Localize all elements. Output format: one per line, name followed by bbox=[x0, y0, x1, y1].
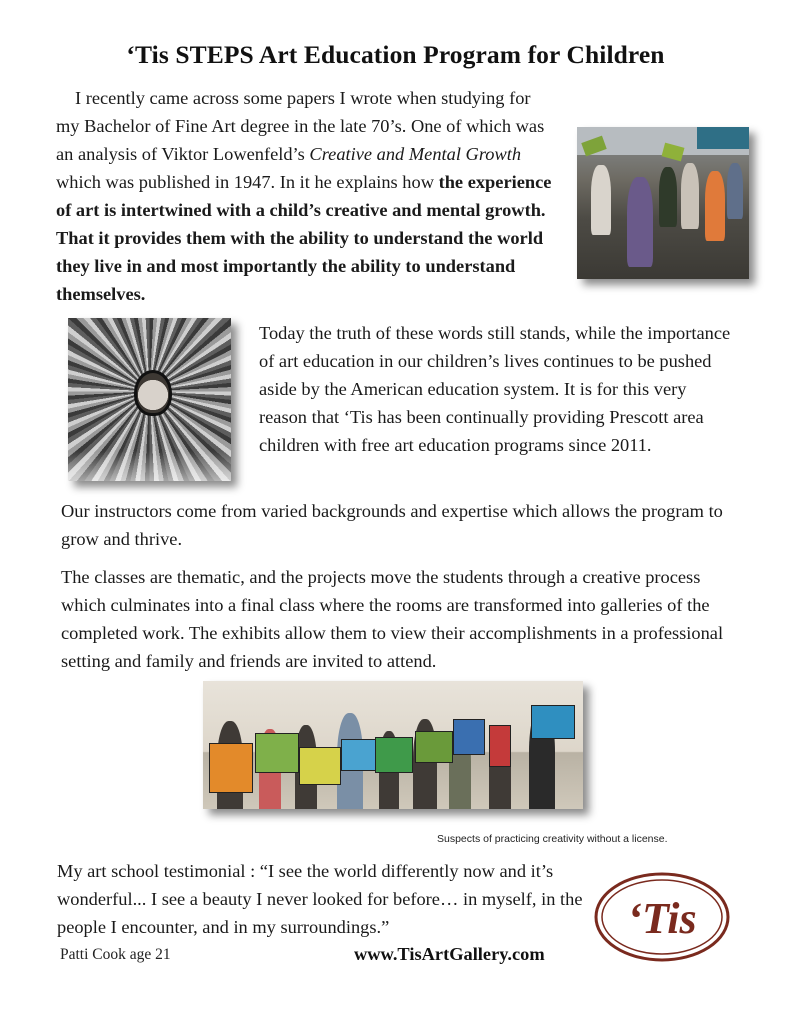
testimonial-paragraph: My art school testimonial : “I see the world differently now and it’s wonderful... I see a beauty I never looked for before… in myself, in the people I encounter, and in my surroundings.” bbox=[57, 861, 583, 937]
classes-paragraph: The classes are thematic, and the projects move the students through a creative process which culminates into a final class where the rooms are transformed into galleries of the completed work. The exhibits allow them to view their accomplishments in a professional setting and family and friends are invited to attend. bbox=[61, 567, 724, 671]
logo-text: ‘Tis bbox=[627, 894, 697, 943]
testimonial-author: Patti Cook age 21 bbox=[60, 946, 171, 963]
instructors-paragraph: Our instructors come from varied backgrounds and expertise which allows the program to grow and thrive. bbox=[61, 501, 723, 549]
truth-paragraph: Today the truth of these words still stands, while the importance of art education in our children’s lives continues to be pushed aside by the American education system. It is for this very reason that ‘Tis has been continually providing Prescott area children with free art education programs since 2011. bbox=[259, 323, 731, 455]
children-street-photo bbox=[577, 127, 749, 279]
website-link[interactable]: www.TisArtGallery.com bbox=[354, 944, 545, 964]
child-face bbox=[134, 370, 172, 416]
intro-text-a: I recently came across some papers I wrote when studying for my Bachelor of Fine Art degree in the late 70’s. One of which was an analysis of Viktor Lowenfeld’s bbox=[56, 88, 545, 164]
intro-bold-text: the experience of art is intertwined with a child’s creative and mental growth. That it provides them with the ability to understand the world they live in and most importantly the ability to understand themselves. bbox=[56, 172, 552, 304]
book-title: Creative and Mental Growth bbox=[309, 144, 522, 164]
page-title: ‘Tis STEPS Art Education Program for Children bbox=[126, 40, 665, 69]
intro-text-b: which was published in 1947. In it he explains how bbox=[56, 172, 439, 192]
child-in-tunnel-photo bbox=[68, 318, 231, 481]
classroom-exhibit-photo bbox=[203, 681, 583, 809]
tis-logo bbox=[593, 871, 731, 963]
intro-paragraph bbox=[56, 84, 556, 308]
photo-caption: Suspects of practicing creativity without a license. bbox=[437, 833, 668, 845]
